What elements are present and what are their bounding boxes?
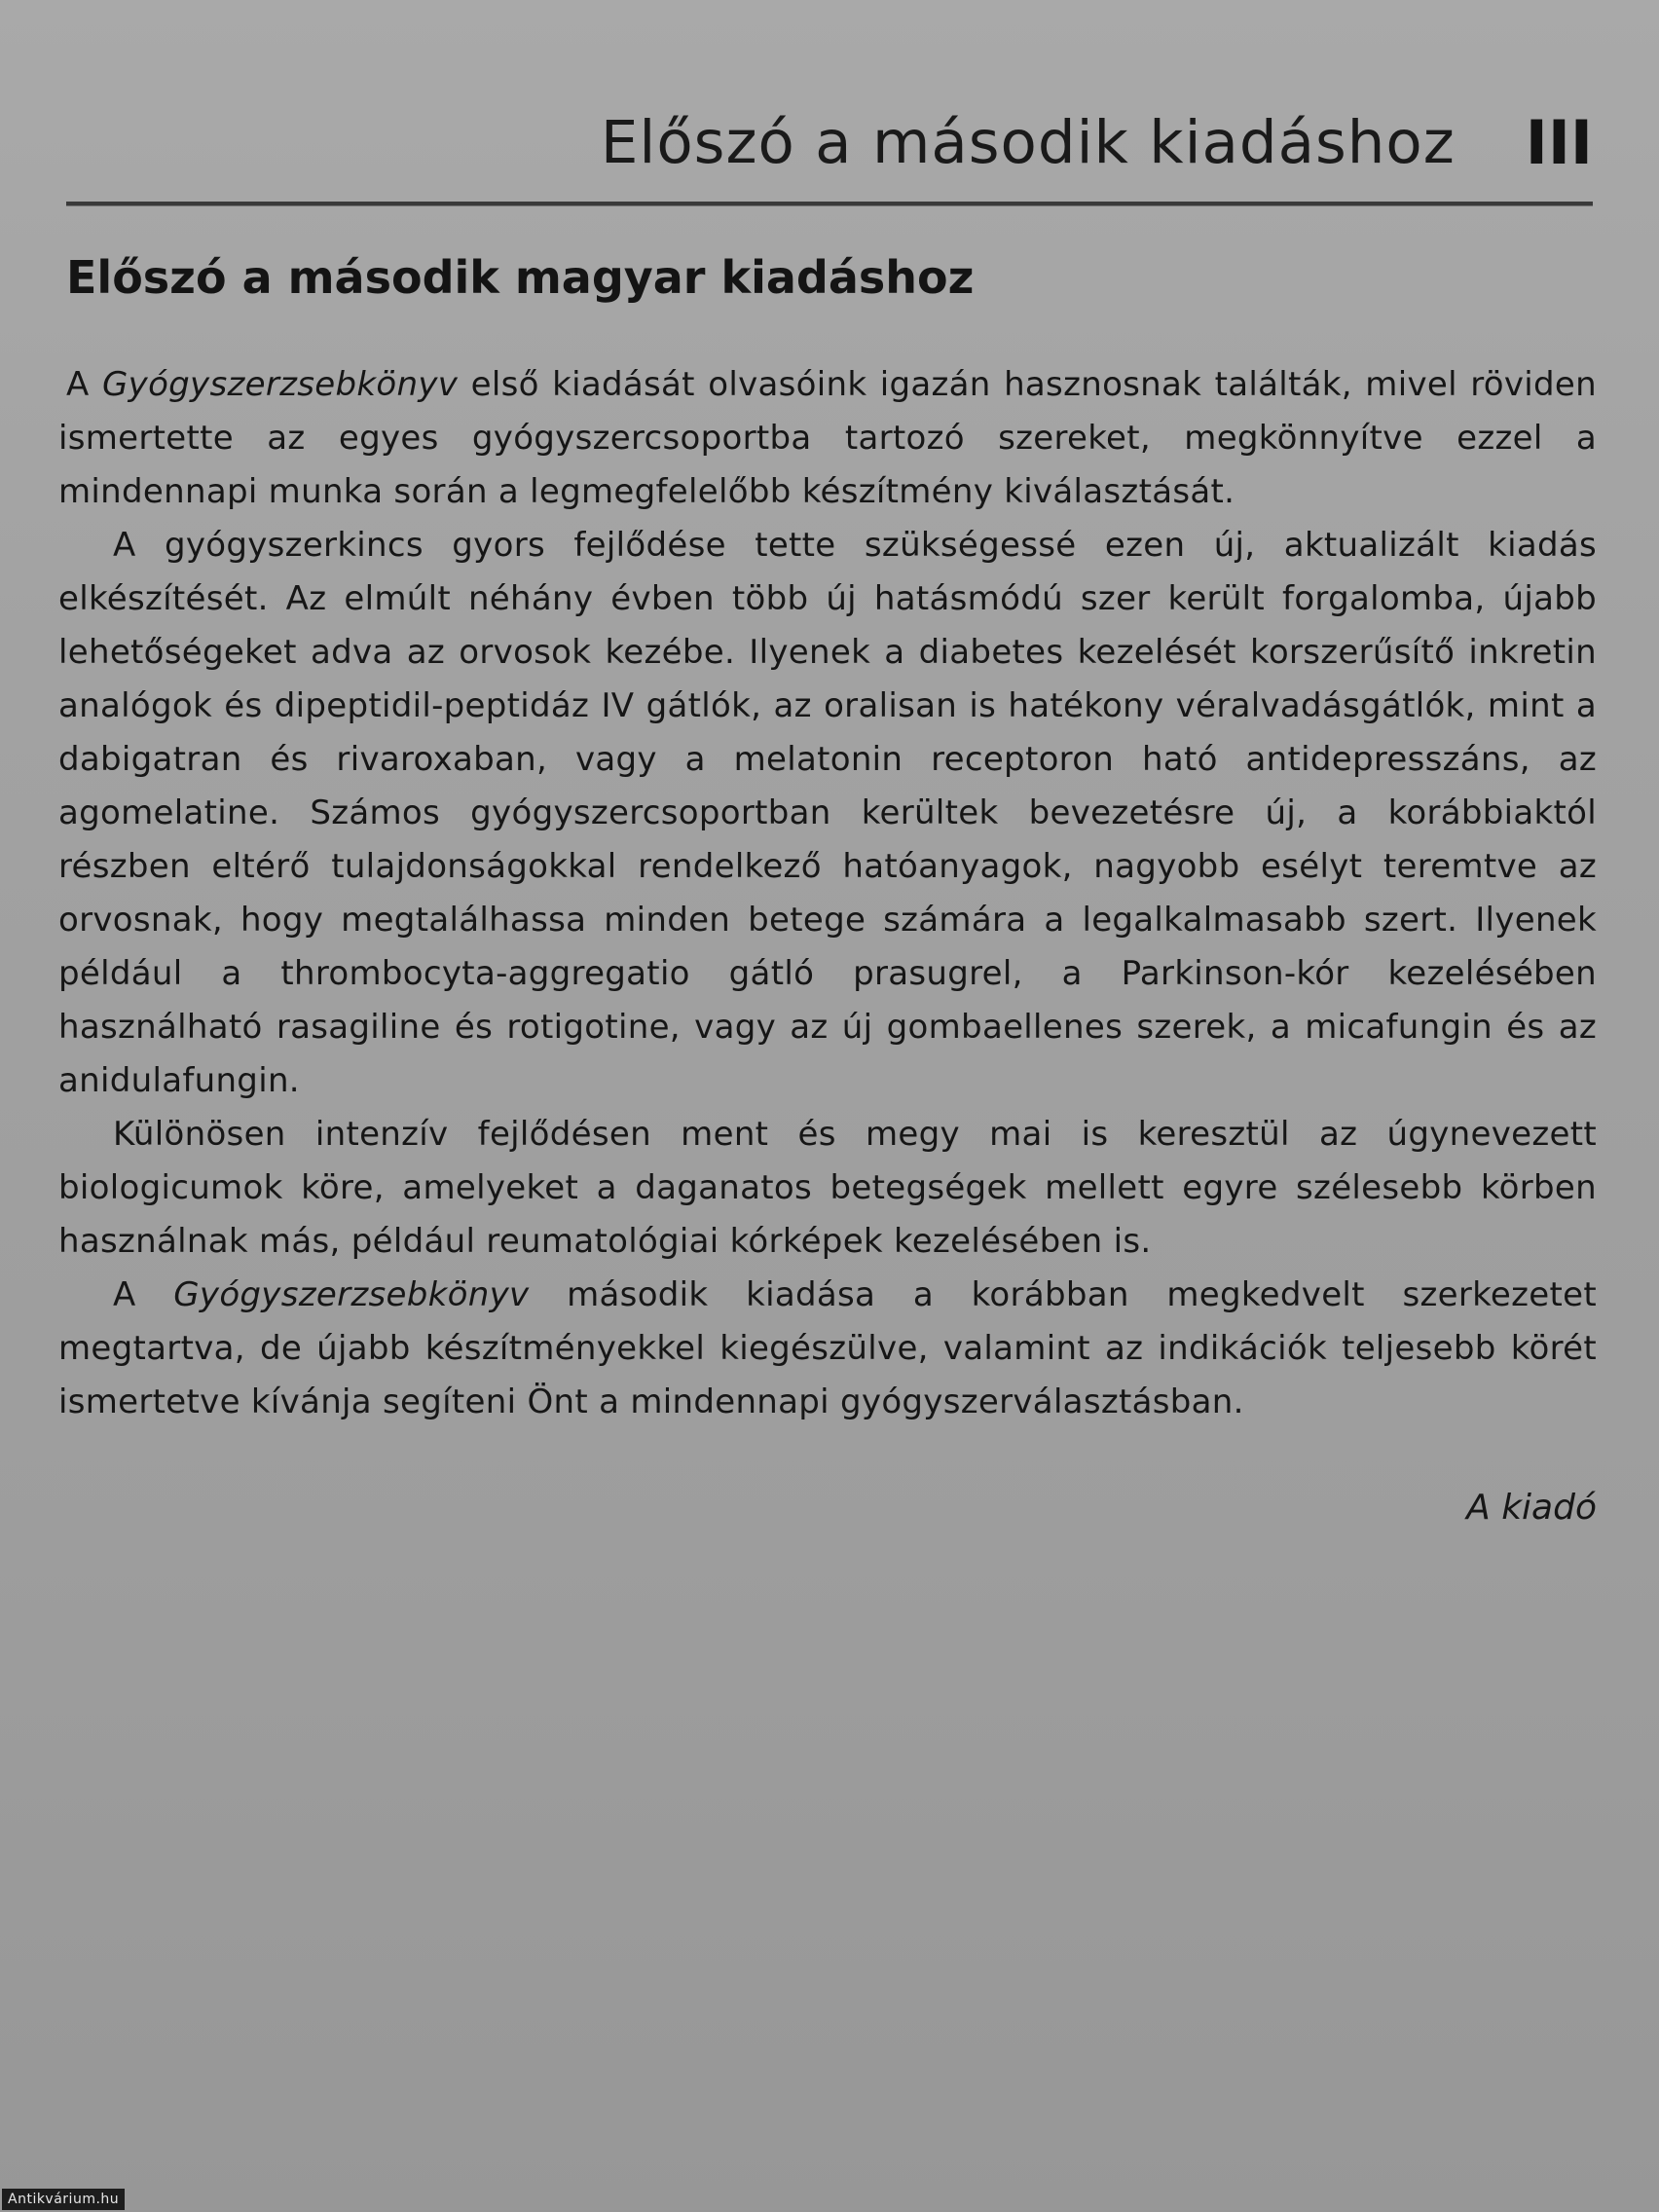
header-rule [66,202,1593,206]
paragraph-4-lead: A [113,1275,174,1314]
signature: A kiadó [1466,1488,1597,1528]
body-text [58,358,1597,1429]
page-number: III [1525,106,1593,178]
running-title: Előszó a második kiadáshoz [600,107,1456,177]
paragraph-1-text: első kiadását olvasóink igazán hasznosnak találták, mivel röviden ismertette az egyes gyógyszercsoportba tartozó szereket, megkönnyítve ezzel a mindennapi munka során a legmegfelelőbb készítmény kiválasztását. [58,365,1598,511]
paragraph-1 [58,358,1597,519]
running-head [66,102,1593,182]
book-title-italic: Gyógyszerzsebkönyv [102,365,459,404]
paragraph-3: Különösen intenzív fejlődésen ment és megy mai is keresztül az úgynevezett biologicumok köre, amelyeket a daganatos betegségek mellett egyre szélesebb körben használnak más, például reumatológiai kórképek kezelésében is. [58,1115,1597,1261]
paragraph-2: A gyógyszerkincs gyors fejlődése tette szükségessé ezen új, aktualizált kiadás elkészítését. Az elmúlt néhány évben több új hatásmódú szer került forgalomba, újabb lehetőségeket adva az orvosok kezébe. Ilyenek a diabetes kezelését korszerűsítő inkretin analógok és dipeptidil-peptidáz IV gátlók, az oralisan is hatékony véralvadásgátlók, mint a dabigatran és rivaroxaban, vagy a melatonin receptoron ható antidepresszáns, az agomelatine. Számos gyógyszercsoportban kerültek bevezetésre új, a korábbiaktól részben eltérő tulajdonságokkal rendelkező hatóanyagok, nagyobb esélyt teremtve az orvosnak, hogy megtalálhassa minden betege számára a legalkalmasabb szert. Ilyenek például a thrombocyta-aggregatio gátló prasugrel, a Parkinson-kór kezelésében használható rasagiline és rotigotine, vagy az új gombaellenes szerek, a micafungin és az anidulafungin. [58,526,1597,1100]
paragraph-4-text: második kiadása a korábban megkedvelt szerkezetet megtartva, de újabb készítményekkel kiegészülve, valamint az indikációk teljesebb körét ismertetve kívánja segíteni Önt a mindennapi gyógyszerválasztásban. [58,1275,1597,1421]
paragraph-1-lead: A [66,365,102,404]
book-title-italic: Gyógyszerzsebkönyv [173,1275,530,1314]
paragraph-4 [58,1269,1597,1429]
section-heading: Előszó a második magyar kiadáshoz [66,251,975,304]
source-watermark: Antikvárium.hu [2,2189,125,2210]
